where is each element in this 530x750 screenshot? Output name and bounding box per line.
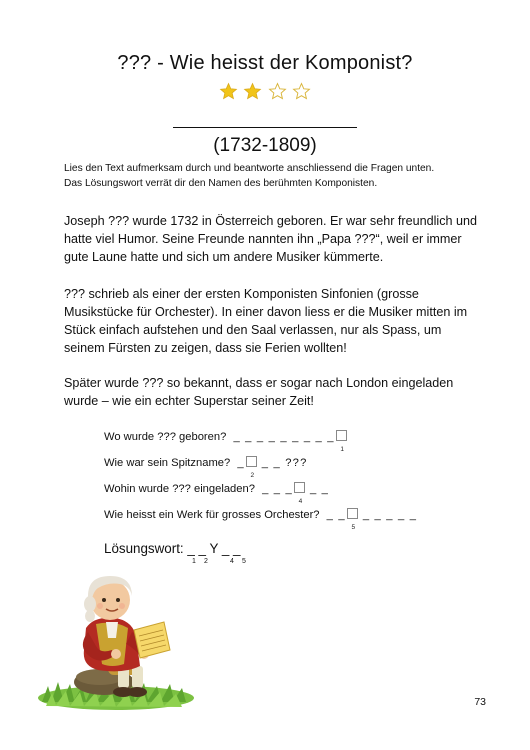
- letter-number: 2: [250, 472, 255, 479]
- answer-blank: _ _ _: [262, 483, 293, 495]
- answer-blank: _ _ _ _ _: [362, 509, 418, 521]
- answer-blank: _ _: [326, 509, 346, 521]
- letter-box[interactable]: [336, 430, 347, 453]
- answer-blank: _ _ _ _ _ _ _ _ _: [233, 431, 335, 443]
- page-number: 73: [474, 696, 486, 708]
- instructions: [64, 161, 484, 191]
- composer-illustration: [36, 566, 196, 716]
- solution-number: 4: [230, 558, 234, 565]
- letter-number: 4: [298, 498, 303, 505]
- star-filled-icon: [243, 82, 262, 101]
- answer-blank: _ _: [309, 483, 330, 495]
- solution-number: 5: [242, 558, 246, 565]
- composer-name-line: [173, 127, 357, 128]
- question-text: Wie heisst ein Werk für grosses Orchester?: [104, 509, 320, 521]
- solution-number: 1: [192, 558, 196, 565]
- instruction-line: Lies den Text aufmerksam durch und beantworte anschliessend die Fragen unten.: [64, 163, 435, 174]
- sheet-music-icon: [134, 622, 170, 658]
- solution-label: Lösungswort:: [104, 541, 184, 556]
- letter-box[interactable]: [347, 508, 358, 531]
- star-filled-icon: [219, 82, 238, 101]
- story-paragraph: Joseph ??? wurde 1732 in Österreich geboren. Er war sehr freundlich und hatte viel Humor. Seine Freunde nannten ihn „Papa ???“, weil er immer gute Laune hatte und sich um andere Musiker kümmerte.: [64, 214, 478, 264]
- composer-dates: (1732-1809): [213, 135, 317, 156]
- story-paragraph: ??? schrieb als einer der ersten Komponisten Sinfonien (grosse Musikstücke für Orchester). In einer davon liess er die Musiker mitten im Stück einfach aufstehen und den Saal verlassen, nur als Spass, um seinem Fürsten zu zeigen, dass sie Ferien wollten!: [64, 287, 468, 355]
- solution-number: 2: [204, 558, 208, 565]
- letter-number: 5: [351, 524, 356, 531]
- question-row: [104, 430, 348, 453]
- letter-box[interactable]: [246, 456, 257, 479]
- answer-blank: _ _ ???: [261, 457, 308, 469]
- question-row: [104, 456, 308, 479]
- letter-box[interactable]: [294, 482, 305, 505]
- instruction-line: Das Lösungswort verrät dir den Namen des berühmten Komponisten.: [64, 178, 378, 189]
- answer-blank: _: [237, 457, 245, 469]
- difficulty-rating: [0, 82, 530, 106]
- solution-word: [104, 541, 241, 556]
- page-title: ??? - Wie heisst der Komponist?: [117, 52, 413, 74]
- star-outline-icon: [268, 82, 287, 101]
- question-row: [104, 508, 418, 531]
- letter-number: 1: [340, 446, 345, 453]
- question-text: Wie war sein Spitzname?: [104, 457, 231, 469]
- solution-pattern[interactable]: _ _ Y _ _: [187, 541, 241, 556]
- question-text: Wohin wurde ??? eingeladen?: [104, 483, 255, 495]
- star-outline-icon: [292, 82, 311, 101]
- story-paragraph: Später wurde ??? so bekannt, dass er sogar nach London eingeladen wurde – wie ein echter Superstar seiner Zeit!: [64, 376, 454, 408]
- question-text: Wo wurde ??? geboren?: [104, 431, 227, 443]
- question-row: [104, 482, 330, 505]
